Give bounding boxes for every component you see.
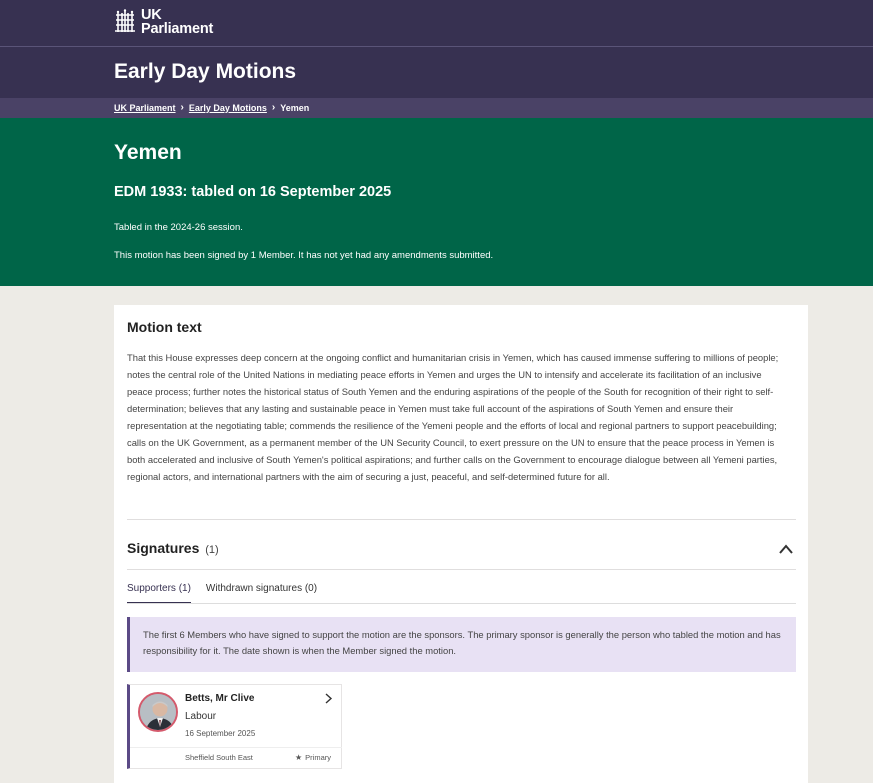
- motion-title: Yemen: [114, 141, 182, 164]
- member-party: Labour: [185, 711, 217, 722]
- divider: [127, 519, 796, 520]
- divider: [127, 569, 796, 570]
- tab-supporters[interactable]: Supporters (1): [127, 583, 191, 604]
- primary-sponsor-label: Primary: [305, 753, 332, 762]
- signatures-heading-label: Signatures: [127, 540, 200, 556]
- chevron-right-icon[interactable]: [324, 693, 333, 704]
- logo-text: [141, 8, 213, 36]
- breadcrumb-link-early-day-motions[interactable]: Early Day Motions: [188, 102, 267, 113]
- member-card[interactable]: [127, 684, 342, 769]
- avatar: [138, 692, 178, 732]
- chevron-right-icon: ›: [180, 102, 184, 113]
- sponsors-notice: [127, 617, 796, 672]
- portcullis-icon: [114, 9, 136, 35]
- member-card-divider: [130, 747, 342, 748]
- primary-sponsor-badge: [295, 753, 331, 762]
- member-constituency: Sheffield South East: [185, 753, 253, 762]
- member-photo: [140, 694, 178, 732]
- signatures-count: (1): [205, 544, 219, 556]
- tabs-underline: [127, 603, 796, 604]
- sponsors-notice-text: The first 6 Members who have signed to support the motion are the sponsors. The primary sponsor is generally the person who tabled the motion and has responsibility for it. The date shown is when the Member signed the motion.: [143, 629, 781, 656]
- logo-line1: UK: [141, 7, 162, 23]
- member-name[interactable]: Betts, Mr Clive: [185, 693, 255, 704]
- motion-text-body: That this House expresses deep concern at the ongoing conflict and humanitarian crisis in Yemen, which has caused immense suffering to millions of people; notes the central role of the United Nations in mediating peace efforts in Yemen and urges the UN to intensify and accelerate its facilitation of an inclusive peace process; further notes the historical status of South Yemen and the enduring aspirations of the people of the South for recognition of their right to self-determination; believes that any lasting and sustainable peace in Yemen must take full account of the aspirations of South Yemen and ensure their representation at the negotiating table; commends the resilience of the Yemeni people and the efforts of local and regional partners to support peacebuilding; calls on the UK Government, as a permanent member of the UN Security Council, to exert pressure on the UN to ensure that the peace process in Yemen is both accelerated and inclusive of South Yemen's political aspirations; and further calls on the Government to encourage dialogue between all Yemeni parties, regional actors, and international partners with the aim of securing a just, peaceful, and self-determined future for all.: [127, 352, 779, 482]
- motion-hero: [0, 118, 873, 286]
- breadcrumb: [114, 102, 309, 113]
- edm-number-date: EDM 1933: tabled on 16 September 2025: [114, 184, 392, 200]
- motion-card: [114, 305, 808, 783]
- uk-parliament-logo[interactable]: [114, 8, 213, 36]
- logo-line2: Parliament: [141, 21, 214, 37]
- top-bar: [0, 0, 873, 47]
- breadcrumb-current: Yemen: [280, 102, 310, 113]
- chevron-right-icon: ›: [271, 102, 276, 113]
- chevron-up-icon[interactable]: [778, 543, 794, 555]
- section-title-bar: [0, 47, 873, 98]
- member-signed-date: 16 September 2025: [185, 729, 256, 738]
- signatures-heading[interactable]: [127, 540, 219, 556]
- tab-withdrawn-signatures[interactable]: Withdrawn signatures (0): [205, 583, 318, 594]
- star-icon: ★: [295, 753, 303, 762]
- breadcrumb-link-uk-parliament[interactable]: UK Parliament: [114, 102, 176, 113]
- motion-text-heading: Motion text: [127, 319, 202, 335]
- breadcrumb-bar: [0, 98, 873, 118]
- section-title[interactable]: Early Day Motions: [114, 60, 297, 83]
- session-text: Tabled in the 2024-26 session.: [114, 222, 243, 233]
- signature-tabs: [127, 583, 332, 604]
- signature-summary: This motion has been signed by 1 Member. It has not yet had any amendments submitted.: [114, 250, 494, 261]
